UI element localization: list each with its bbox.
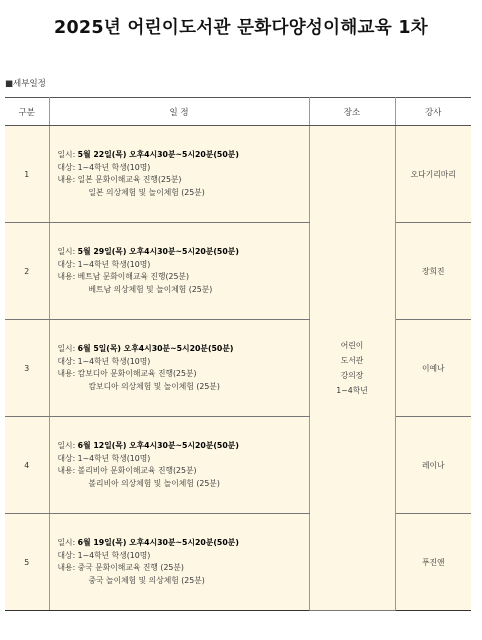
row-instructor: 레이나 [395, 417, 471, 514]
date-prefix: 일시: [57, 150, 78, 159]
content-text: 내용: 베트남 문화이해교육 진행(25분) [57, 272, 190, 281]
row-num: 3 [5, 320, 49, 417]
target-text: 대상: 1~4학년 학생(10명) [57, 356, 151, 366]
section-label: ■세부일정 [5, 79, 46, 89]
date-value: 6월 19일(목) 오후4시30분~5시20분(50분) [77, 538, 239, 547]
row-num: 2 [5, 223, 49, 320]
page-title: 2025년 어린이도서관 문화다양성이해교육 1차 [53, 18, 429, 38]
row-num: 4 [5, 417, 49, 514]
place-cell [309, 126, 395, 611]
content-text-2: 일본 의상체험 및 놀이체험 (25분) [88, 187, 205, 197]
date-value: 5월 29일(목) 오후4시30분~5시20분(50분) [77, 247, 239, 256]
row-schedule [49, 320, 309, 417]
content-text-2: 캄보디아 의상체험 및 놀이체험 (25분) [88, 381, 220, 391]
header-place: 장소 [309, 98, 395, 126]
table-row [5, 223, 471, 320]
target-text: 대상: 1~4학년 학생(10명) [57, 259, 151, 269]
content-text-2: 볼리비아 의상체험 및 놀이체험 (25분) [88, 478, 220, 488]
row-instructor: 이예나 [395, 320, 471, 417]
header-num: 구분 [5, 98, 49, 126]
row-num: 5 [5, 514, 49, 611]
row-schedule [49, 417, 309, 514]
content-text-2: 중국 놀이체험 및 의상체험 (25분) [88, 575, 205, 585]
row-schedule [49, 223, 309, 320]
row-instructor: 오다기리마리 [395, 126, 471, 223]
content-text-2: 베트남 의상체험 및 놀이체험 (25분) [88, 284, 213, 294]
place-line: 도서관 [340, 356, 364, 365]
date-prefix: 일시: [57, 247, 78, 256]
content-text: 내용: 캄보디아 문화이해교육 진행(25분) [57, 369, 197, 378]
schedule-table [5, 97, 471, 611]
place-line: 강의장 [340, 371, 364, 380]
target-text: 대상: 1~4학년 학생(10명) [57, 453, 151, 463]
row-num: 1 [5, 126, 49, 223]
date-value: 6월 5일(목) 오후4시30분~5시20분(50분) [77, 344, 234, 353]
content-text: 내용: 일본 문화이해교육 진행(25분) [57, 175, 182, 184]
target-text: 대상: 1~4학년 학생(10명) [57, 550, 151, 560]
row-instructor: 장희진 [395, 223, 471, 320]
content-text: 내용: 중국 문화이해교육 진행 (25분) [57, 563, 184, 572]
table-header-row [5, 98, 471, 126]
row-schedule [49, 514, 309, 611]
content-text: 내용: 볼리비아 문화이해교육 진행(25분) [57, 466, 197, 475]
table-row [5, 417, 471, 514]
place-line: 1~4학년 [336, 386, 368, 395]
table-row [5, 514, 471, 611]
date-prefix: 일시: [57, 344, 78, 353]
header-schedule: 일 정 [49, 98, 309, 126]
date-value: 6월 12일(목) 오후4시30분~5시20분(50분) [77, 441, 239, 450]
row-instructor: 푸진앤 [395, 514, 471, 611]
place-line: 어린이 [340, 341, 364, 350]
target-text: 대상: 1~4학년 학생(10명) [57, 162, 151, 172]
header-instructor: 강사 [395, 98, 471, 126]
date-value: 5월 22일(목) 오후4시30분~5시20분(50분) [77, 150, 239, 159]
date-prefix: 일시: [57, 441, 78, 450]
date-prefix: 일시: [57, 538, 78, 547]
table-row [5, 126, 471, 223]
table-row [5, 320, 471, 417]
row-schedule [49, 126, 309, 223]
